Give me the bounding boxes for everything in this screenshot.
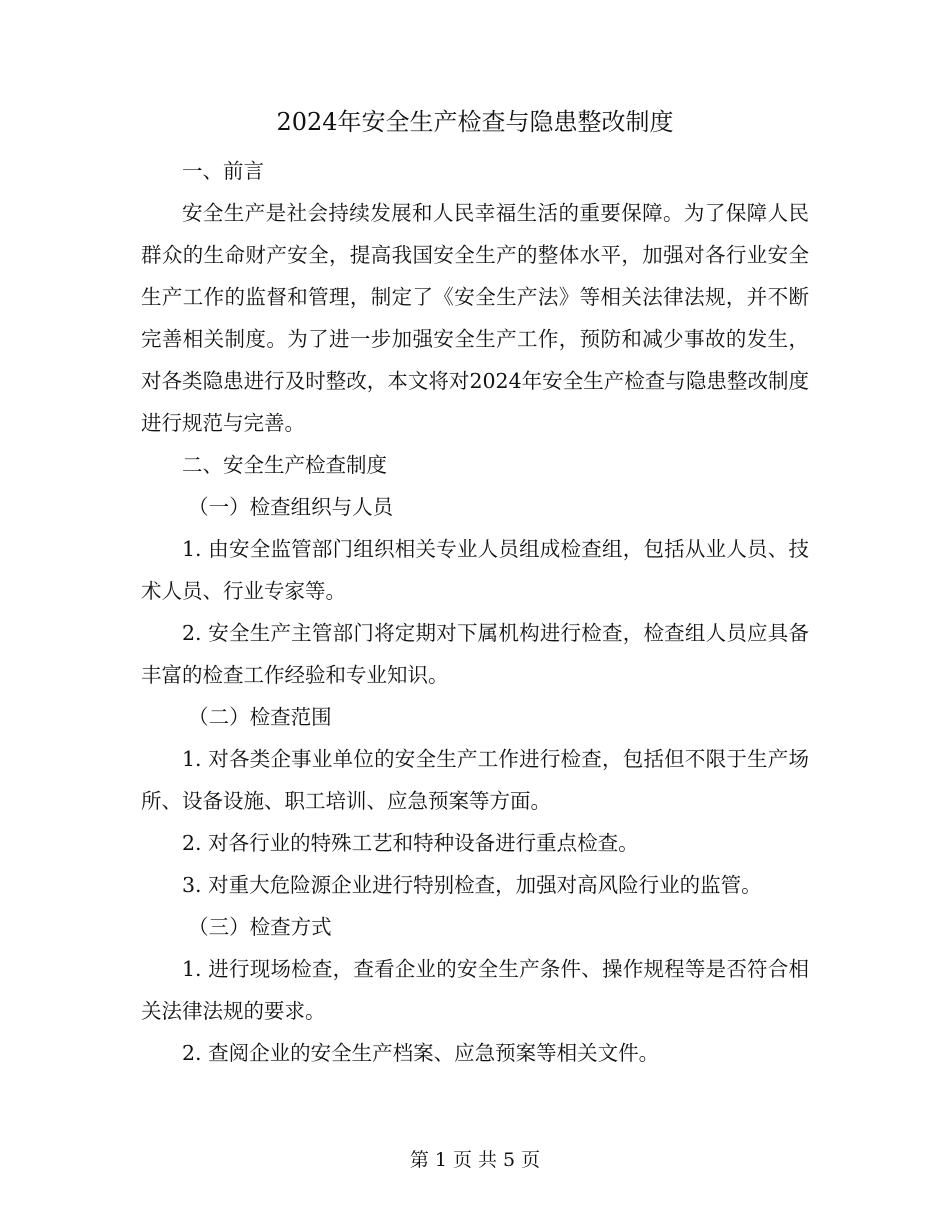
- list-item-scope-1: 1. 对各类企事业单位的安全生产工作进行检查，包括但不限于生产场所、设备设施、职工培训、应急预案等方面。: [141, 747, 809, 813]
- subsection-heading-scope: （二）检查范围: [188, 705, 332, 729]
- list-item-scope-2: 2. 对各行业的特殊工艺和特种设备进行重点检查。: [182, 831, 639, 855]
- body-paragraph-preface: 安全生产是社会持续发展和人民幸福生活的重要保障。为了保障人民群众的生命财产安全，提高我国安全生产的整体水平，加强对各行业安全生产工作的监督和管理，制定了《安全生产法》等相关法律法规，并不断完善相关制度。为了进一步加强安全生产工作，预防和减少事故的发生，对各类隐患进行及时整改，本文将对2024年安全生产检查与隐患整改制度进行规范与完善。: [141, 201, 809, 435]
- page-footer: 第 1 页 共 5 页: [409, 1149, 541, 1171]
- list-item-organization-2: 2. 安全生产主管部门将定期对下属机构进行检查，检查组人员应具备丰富的检查工作经验和专业知识。: [141, 621, 809, 687]
- list-item-method-2: 2. 查阅企业的安全生产档案、应急预案等相关文件。: [182, 1041, 660, 1065]
- list-item-organization-1: 1. 由安全监管部门组织相关专业人员组成检查组，包括从业人员、技术人员、行业专家等。: [141, 537, 809, 603]
- subsection-heading-organization: （一）检查组织与人员: [188, 495, 394, 519]
- subsection-heading-method: （三）检查方式: [188, 915, 332, 939]
- section-heading-inspection-system: 二、安全生产检查制度: [182, 453, 387, 477]
- list-item-scope-3: 3. 对重大危险源企业进行特别检查，加强对高风险行业的监管。: [182, 873, 762, 897]
- document-title: 2024年安全生产检查与隐患整改制度: [276, 108, 674, 136]
- list-item-method-1: 1. 进行现场检查，查看企业的安全生产条件、操作规程等是否符合相关法律法规的要求。: [141, 957, 809, 1023]
- section-heading-preface: 一、前言: [182, 159, 264, 183]
- document-body: [141, 150, 809, 1074]
